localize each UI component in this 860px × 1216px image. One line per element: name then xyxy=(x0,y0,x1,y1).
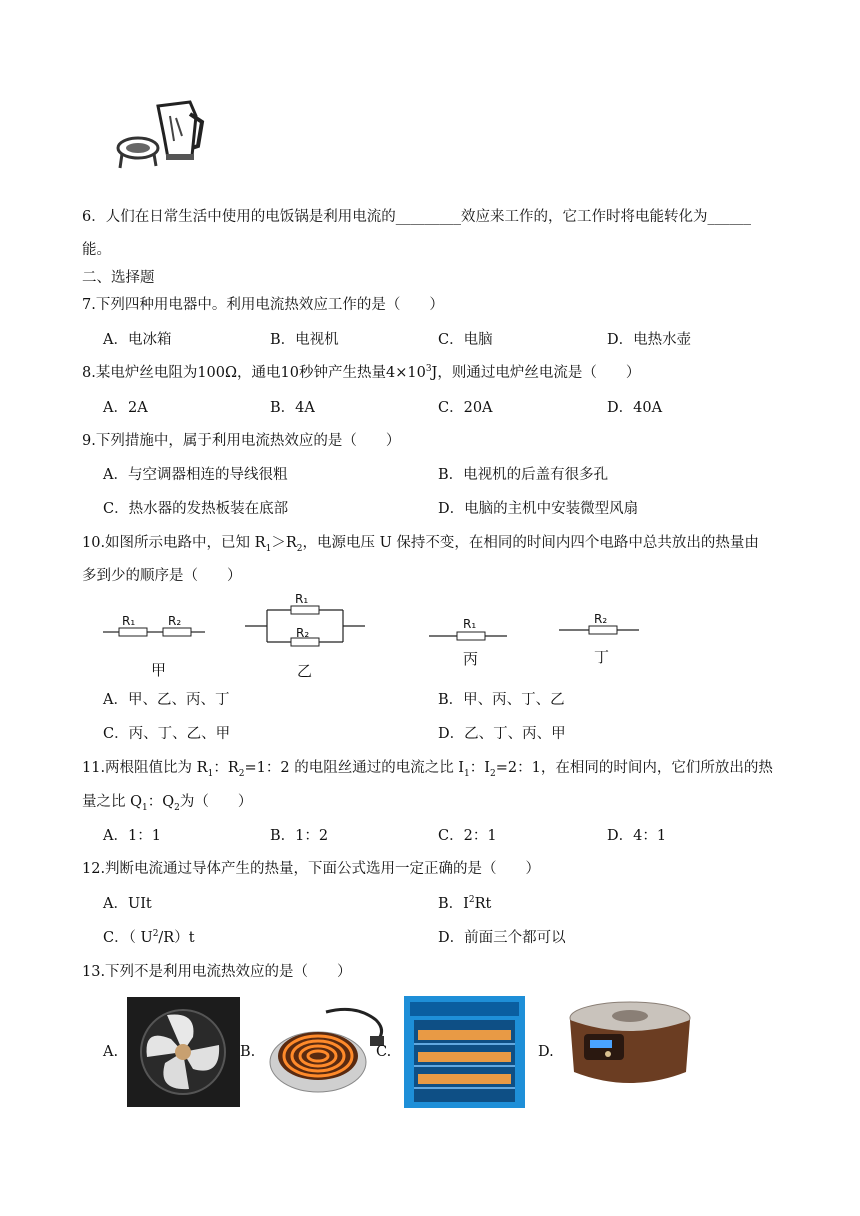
bing-caption: 丙 xyxy=(463,650,479,668)
q9-option-d: D．电脑的主机中安装微型风扇 xyxy=(438,501,639,517)
q8-stem-sup: 3 xyxy=(425,364,432,375)
q11-part-e: =2：1，在相同的时间内，它们所放出的热 xyxy=(495,760,773,776)
q7-option-c: C．电脑 xyxy=(438,332,493,348)
q10-sub1: 1 xyxy=(265,543,272,554)
q12-option-c xyxy=(103,926,195,947)
q8-option-a: A．2A xyxy=(103,400,148,416)
q11-sub-r2: 2 xyxy=(238,768,245,779)
q11-sub-i2: 2 xyxy=(490,768,496,779)
q7-option-b: B．电视机 xyxy=(270,332,339,348)
bing-r1 xyxy=(457,632,485,640)
jia-r1 xyxy=(119,628,147,636)
q12-option-c-sup: 2 xyxy=(152,929,159,940)
q10-stem-line2: 多到少的顺序是（ ） xyxy=(82,568,242,584)
yi-r1 xyxy=(291,606,319,614)
q11-part-b: ：R xyxy=(213,760,239,776)
q9-option-c: C．热水器的发热板装在底部 xyxy=(103,501,289,517)
exhaust-fan-image xyxy=(127,997,240,1107)
q10-option-a: A．甲、乙、丙、丁 xyxy=(103,692,230,708)
jia-r2-label: R₂ xyxy=(168,614,182,628)
q10-sub2: 2 xyxy=(296,543,303,554)
q12-option-c-part1: C．（ U xyxy=(103,930,153,946)
q11-sub-i1: 1 xyxy=(464,768,470,779)
q10-option-c: C．丙、丁、乙、甲 xyxy=(103,726,231,742)
q9-option-a: A．与空调器相连的导线很粗 xyxy=(103,467,288,483)
ding-caption: 丁 xyxy=(594,648,610,666)
q11-line1 xyxy=(82,756,773,779)
section-title: 二、选择题 xyxy=(82,270,155,286)
q12-option-b-sup: 2 xyxy=(468,895,475,906)
q10-stem-part3: ，电源电压 U 保持不变，在相同的时间内四个电路中总共放出的热量由 xyxy=(302,535,759,551)
q11-sub-q1: 1 xyxy=(142,802,148,813)
q12-option-b-part1: B．I xyxy=(438,896,469,912)
q11-part-a: 11.两根阻值比为 R xyxy=(82,760,208,776)
q11-part-d: ：I xyxy=(469,760,490,776)
rice-cooker-image xyxy=(560,996,700,1094)
q8-option-c: C．20A xyxy=(438,400,493,416)
q11-sub-q2: 2 xyxy=(174,802,180,813)
q11-sub-r1: 1 xyxy=(207,768,214,779)
bing-r1-label: R₁ xyxy=(463,617,477,631)
q10-circuit-diagram xyxy=(95,588,655,680)
q10-stem-part1: 10.如图所示电路中，已知 R xyxy=(82,535,266,551)
q8-stem-part2: J，则通过电炉丝电流是（ ） xyxy=(431,365,641,381)
q12-option-b xyxy=(438,892,491,913)
q8-stem-part1: 8.某电炉丝电阻为100Ω，通电10秒钟产生热量4×10 xyxy=(82,365,426,381)
q12-option-b-part2: Rt xyxy=(474,896,492,912)
q12-stem: 12.判断电流通过导体产生的热量，下面公式选用一定正确的是（ ） xyxy=(82,861,541,877)
jia-r2 xyxy=(163,628,191,636)
jia-caption: 甲 xyxy=(151,661,167,679)
q12-option-d: D．前面三个都可以 xyxy=(438,930,566,946)
q10-stem-part2: ＞R xyxy=(271,535,297,551)
kettle-image xyxy=(110,96,205,182)
q7-stem: 7.下列四种用电器中。利用电流热效应工作的是（ ） xyxy=(82,297,444,313)
q9-stem: 9.下列措施中，属于利用电流热效应的是（ ） xyxy=(82,433,401,449)
q10-option-d: D．乙、丁、丙、甲 xyxy=(438,726,566,742)
q11-line2-c: 为（ ） xyxy=(179,794,253,810)
ding-r2 xyxy=(589,626,617,634)
electric-stove-image xyxy=(266,1000,390,1100)
q11-line2-a: 量之比 Q xyxy=(82,794,142,810)
yi-caption: 乙 xyxy=(297,662,313,680)
q10-stem-line1 xyxy=(82,531,759,554)
q11-line2 xyxy=(82,790,252,813)
q13-label-d: D. xyxy=(538,1044,554,1060)
q11-option-c: C．2：1 xyxy=(438,828,497,844)
q7-option-a: A．电冰箱 xyxy=(103,332,172,348)
q8-stem xyxy=(82,361,640,382)
q8-option-d: D．40A xyxy=(607,400,663,416)
q11-option-d: D．4：1 xyxy=(607,828,667,844)
q13-label-b: B. xyxy=(240,1044,256,1060)
q12-option-a: A．UIt xyxy=(103,896,152,912)
q13-stem: 13.下列不是利用电流热效应的是（ ） xyxy=(82,964,352,980)
q12-option-c-part2: /R）t xyxy=(158,930,195,946)
q11-line2-b: ：Q xyxy=(147,794,175,810)
q11-option-b: B．1：2 xyxy=(270,828,329,844)
incubator-image xyxy=(404,996,525,1108)
q13-label-a: A. xyxy=(103,1044,119,1060)
q8-option-b: B．4A xyxy=(270,400,315,416)
q11-option-a: A．1：1 xyxy=(103,828,161,844)
jia-r1-label: R₁ xyxy=(122,614,136,628)
ding-r2-label: R₂ xyxy=(594,612,608,626)
q13-label-c: C. xyxy=(376,1044,392,1060)
q10-option-b: B．甲、丙、丁、乙 xyxy=(438,692,565,708)
q9-option-b: B．电视机的后盖有很多孔 xyxy=(438,467,609,483)
q7-option-d: D．电热水壶 xyxy=(607,332,692,348)
q11-part-c: =1：2 的电阻丝通过的电流之比 I xyxy=(244,760,465,776)
q6-line2: 能。 xyxy=(82,242,111,258)
q6-line1: 6．人们在日常生活中使用的电饭锅是利用电流的_________效应来工作的，它工作时将电能转化为______ xyxy=(82,209,751,225)
yi-r2-label: R₂ xyxy=(296,626,310,640)
yi-r1-label: R₁ xyxy=(295,592,309,606)
